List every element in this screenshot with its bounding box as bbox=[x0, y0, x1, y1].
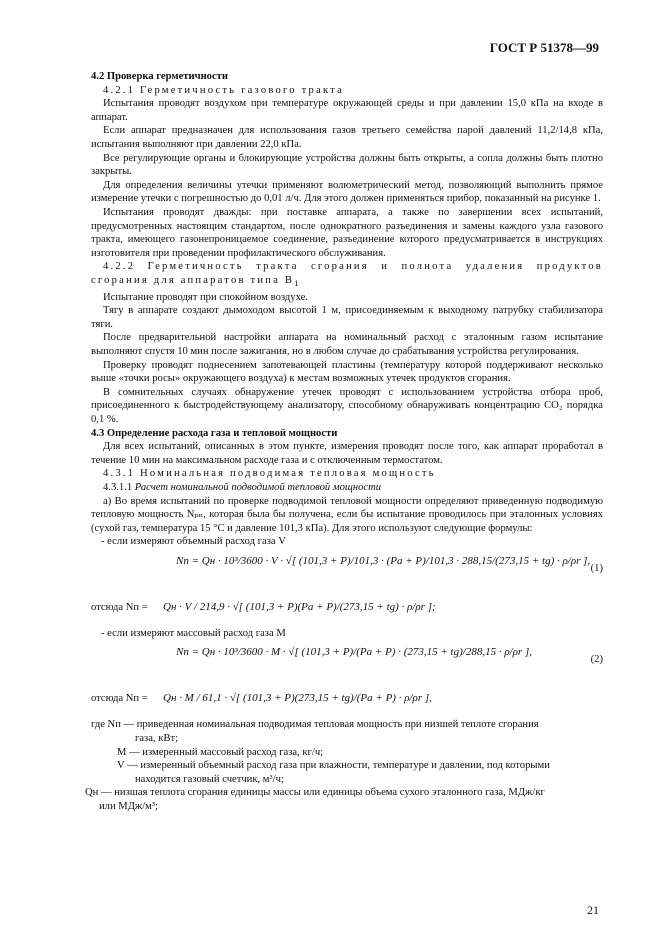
definition-continuation: находится газовый счетчик, м³/ч; bbox=[135, 773, 284, 785]
list-item: - если измеряют объемный расход газа V bbox=[101, 536, 286, 548]
formula-expression: Nп = Qн · 10³/3600 · M · √[ (101,3 + P)/(Pa + P) · (273,15 + tg)/288,15 · ρ/ρr ], bbox=[176, 646, 532, 659]
subsection-heading-4-2-1: 4.2.1 Герметичность газового тракта bbox=[103, 84, 345, 96]
definition-item bbox=[91, 759, 603, 786]
formula-expression: Qн · V / 214,9 · √[ (101,3 + P)(Pa + P)/(273,15 + tg) · ρ/ρr ]; bbox=[163, 600, 436, 613]
subsection-heading-4-3-1-1 bbox=[91, 481, 603, 495]
definition-continuation: газа, кВт; bbox=[135, 733, 179, 745]
paragraph: В сомнительных случаях обнаружение утечек проводят с использованием устройства отбора проб, присоединенного к быстродействующему анализатору, способному обнаруживать концентрацию CO₂ порядка 0,1 %. bbox=[91, 386, 603, 425]
formula-number: (2) bbox=[590, 654, 603, 666]
subsection-heading-4-2-2 bbox=[91, 260, 603, 290]
paragraph: Для всех испытаний, описанных в этом пункте, измерения проводят после того, как аппарат проработал в течение 10 мин на максимальном расходе газа и с отключенным термостатом. bbox=[91, 441, 603, 466]
subsection-heading-4-3-1: 4.3.1 Номинальная подводимая тепловая мощность bbox=[103, 468, 436, 480]
paragraph: После предварительной настройки аппарата на номинальный расход с эталонным газом испытание выполняют спустя 10 мин после зажигания, но в любом случае до срабатывания устройства регулирования. bbox=[91, 332, 603, 357]
paragraph: Испытания проводят дважды: при поставке аппарата, а также по завершении всех испытаний, предусмотренных настоящим стандартом, после однократного разъединения и замены каждого узла газового тракта, имеющего газонепроницаемое соединение, разъединение которого предусматривается в инструкциях изготовителя при проведении профилактического обслуживания. bbox=[91, 206, 603, 259]
section-heading-4-3: 4.3 Определение расхода газа и тепловой мощности bbox=[91, 427, 338, 439]
paragraph: Тягу в аппарате создают дымоходом высотой 1 м, присоединяемым к выходному патрубку стабилизатора тяги. bbox=[91, 305, 603, 330]
paragraph: Проверку проводят поднесением запотевающей пластины (температуру которой поддерживают несколько выше «точки росы» окружающего воздуха) к местам возможных утечек продуктов сгорания. bbox=[91, 359, 603, 385]
definition-item bbox=[91, 718, 603, 745]
paragraph: Все регулирующие органы и блокирующие устройства должны быть открыты, а сопла должны быть плотно закрыты. bbox=[91, 152, 603, 178]
paragraph: а) Во время испытаний по проверке подводимой тепловой мощности определяют приведенную подводимую тепловую мощность Nₚₙ, которая была бы получена, если бы испытание проводилось при эталонных условиях (сухой газ, температура 15 °C и давление 101,3 кПа). Для этого используют следующие формулы: bbox=[91, 495, 603, 534]
definition-item bbox=[85, 786, 603, 813]
paragraph: Если аппарат предназначен для использования газов третьего семейства парой давлений 11,2/14,8 кПа, испытания выполняют при давлении 22,0 кПа. bbox=[91, 125, 603, 150]
paragraph: Для определения величины утечки применяют волюметрический метод, позволяющий выполнить прямое измерение утечки с погрешностью до 0,01 л/ч. Для этого должен применяться прибор, показанный на рисунке 1. bbox=[91, 179, 603, 205]
formula-number: (1) bbox=[590, 562, 603, 574]
derived-formula-2 bbox=[91, 680, 603, 718]
definition-continuation: или МДж/м³; bbox=[99, 801, 159, 813]
derived-formula-1 bbox=[91, 589, 603, 627]
formula-label: отсюда Nп = bbox=[91, 693, 148, 705]
formula-2 bbox=[91, 640, 603, 680]
definition-text: V — измеренный объемный расход газа при влажности, температуре и давлении, под которыми bbox=[117, 760, 550, 772]
definition-text: где Nп — приведенная номинальная подводимая тепловая мощность при низшей теплоте сгорания bbox=[91, 719, 539, 731]
document-header: ГОСТ Р 51378—99 bbox=[489, 40, 599, 55]
formula-expression: Nп = Qн · 10³/3600 · V · √[ (101,3 + P)/101,3 · (Pa + P)/101,3 · 288,15/(273,15 + tg) · ρ/ρr ], bbox=[176, 554, 591, 567]
list-item: - если измеряют массовый расход газа M bbox=[101, 627, 286, 639]
subsection-heading-subscript: 1 bbox=[294, 278, 301, 289]
subsection-title: Расчет номинальной подводимой тепловой мощности bbox=[134, 481, 382, 493]
definitions-list bbox=[85, 718, 603, 813]
document-body bbox=[85, 70, 603, 814]
formula-expression: Qн · M / 61,1 · √[ (101,3 + P)(273,15 + tg)/(Pa + P) · ρ/ρr ], bbox=[163, 692, 432, 705]
paragraph: Испытание проводят при спокойном воздухе. bbox=[103, 291, 308, 303]
formula-label: отсюда Nп = bbox=[91, 601, 148, 613]
section-heading-4-2: 4.2 Проверка герметичности bbox=[91, 71, 228, 82]
paragraph: Испытания проводят воздухом при температуре окружающей среды и при давлении 15,0 кПа на входе в аппарат. bbox=[91, 98, 603, 123]
definition-item: M — измеренный массовый расход газа, кг/ч; bbox=[117, 746, 324, 758]
subsection-number: 4.3.1.1 bbox=[103, 481, 133, 493]
formula-1 bbox=[91, 549, 603, 589]
page-number: 21 bbox=[587, 903, 599, 917]
definition-text: Qн — низшая теплота сгорания единицы массы или единицы объема сухого эталонного газа, МДж/кг bbox=[85, 787, 545, 799]
subsection-heading-text: 4.2.2 Герметичность тракта сгорания и полнота удаления продуктов сгорания для аппаратов типа B bbox=[91, 261, 603, 286]
